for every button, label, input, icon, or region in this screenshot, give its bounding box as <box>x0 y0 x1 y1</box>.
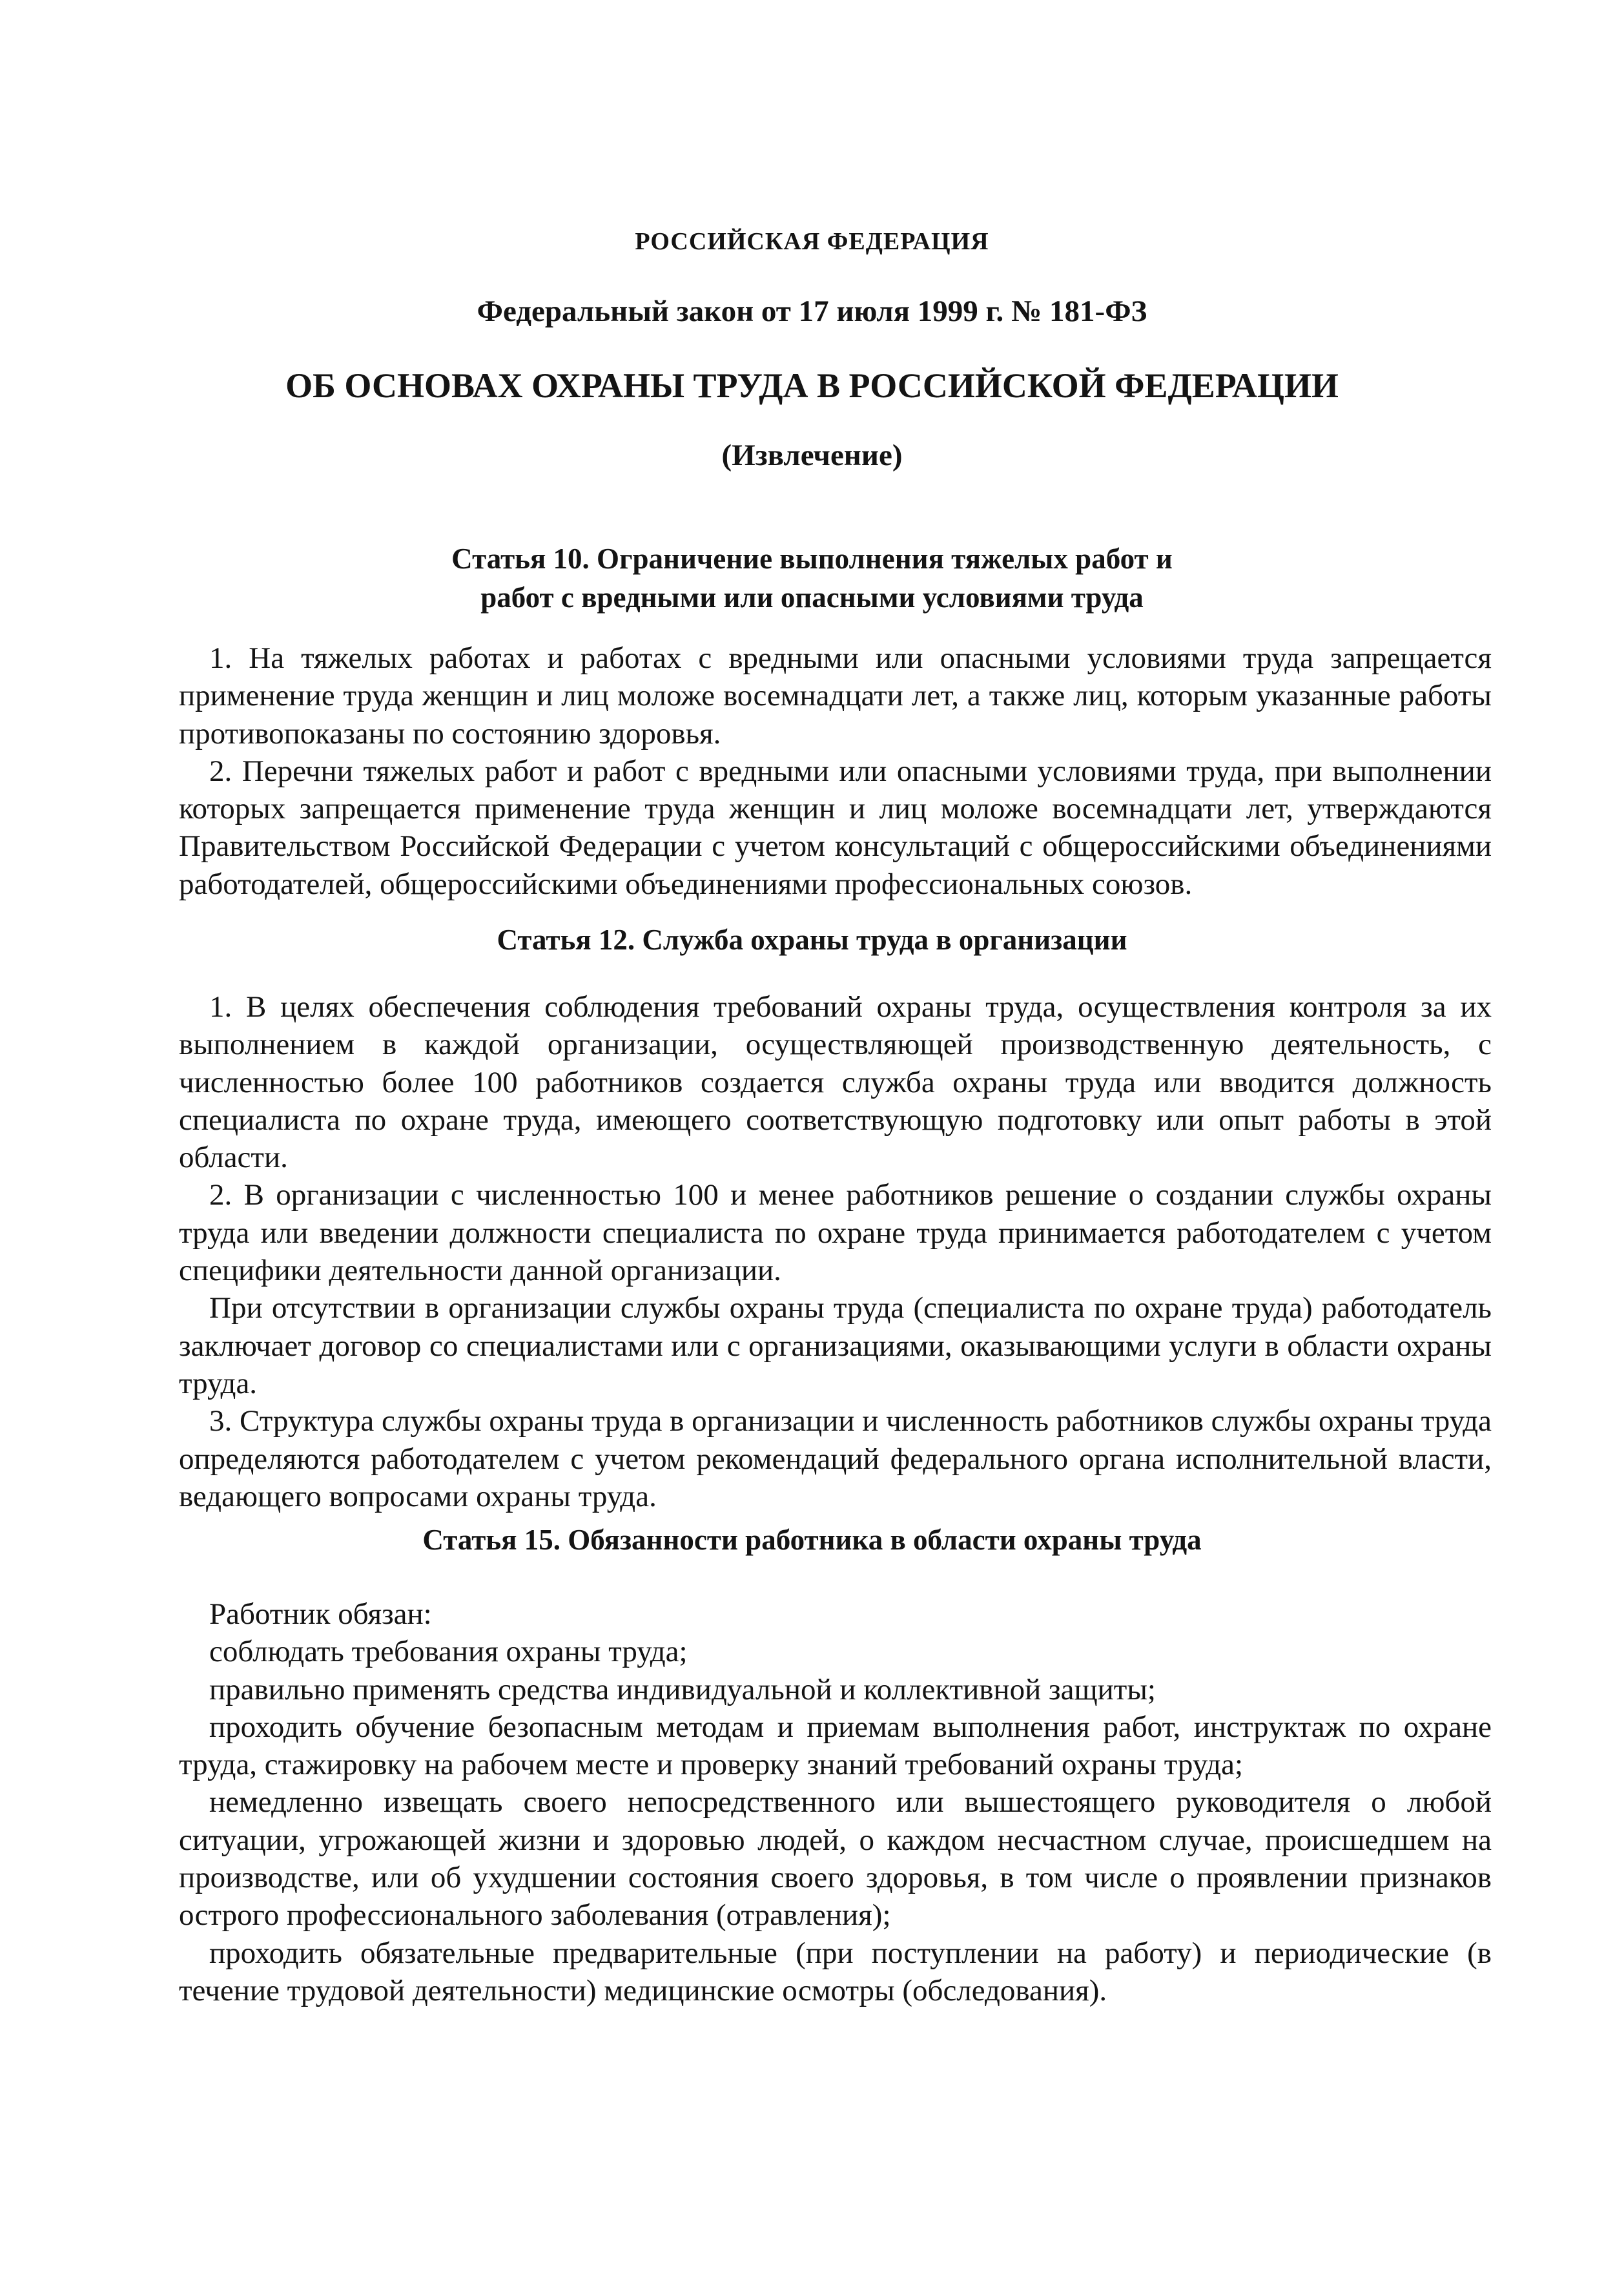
article-15-body <box>179 1595 1492 2009</box>
article-15-intro: Работник обязан: <box>209 1597 432 1631</box>
article-12-paragraph-1: 1. В целях обеспечения соблюдения требований охраны труда, осуществления контроля за их выполнением в каждой организации, осуществляющей производственную деятельность, с численностью более 100 работников создается служба охраны труда или вводится должность специалиста по охране труда, имеющего соответствующую подготовку или опыт работы в этой области. <box>179 990 1492 1175</box>
article-12-heading: Статья 12. Служба охраны труда в организации <box>497 924 1127 956</box>
article-12-body <box>179 988 1492 1515</box>
extract-note: (Извлечение) <box>721 439 903 472</box>
country-heading: РОССИЙСКАЯ ФЕДЕРАЦИЯ <box>635 228 989 255</box>
article-15-duty-3: проходить обучение безопасным методам и приемам выполнения работ, инструктаж по охране труда, стажировку на рабочем месте и проверку знаний требований охраны труда; <box>179 1710 1492 1782</box>
law-title: ОБ ОСНОВАХ ОХРАНЫ ТРУДА В РОССИЙСКОЙ ФЕДЕРАЦИИ <box>285 366 1339 405</box>
law-reference: Федеральный закон от 17 июля 1999 г. № 181-ФЗ <box>477 295 1147 328</box>
article-15-heading: Статья 15. Обязанности работника в области охраны труда <box>422 1524 1202 1556</box>
article-15-duty-5: проходить обязательные предварительные (при поступлении на работу) и периодические (в течение трудовой деятельности) медицинские осмотры (обследования). <box>179 1936 1492 2007</box>
article-12-paragraph-4: 3. Структура службы охраны труда в организации и численность работников службы охраны труда определяются работодателем с учетом рекомендаций федерального органа исполнительной власти, ведающего вопросами охраны труда. <box>179 1404 1492 1513</box>
article-10-heading <box>0 539 1624 617</box>
article-10-paragraph-1: 1. На тяжелых работах и работах с вредными или опасными условиями труда запрещается применение труда женщин и лиц моложе восемнадцати лет, а также лиц, которым указанные работы противопоказаны по состоянию здоровья. <box>179 641 1492 751</box>
article-12-paragraph-3: При отсутствии в организации службы охраны труда (специалиста по охране труда) работодатель заключает договор со специалистами или с организациями, оказывающими услуги в области охраны труда. <box>179 1291 1492 1400</box>
article-15-duty-1: соблюдать требования охраны труда; <box>209 1635 688 1669</box>
article-15-duty-2: правильно применять средства индивидуальной и коллективной защиты; <box>209 1672 1156 1706</box>
article-10-heading-line2: работ с вредными или опасными условиями труда <box>480 581 1144 614</box>
article-10-paragraph-2: 2. Перечни тяжелых работ и работ с вредными или опасными условиями труда, при выполнении которых запрещается применение труда женщин и лиц моложе восемнадцати лет, утверждаются Правительством Российской Федерации с учетом консультаций с общероссийскими объединениями работодателей, общероссийскими объединениями профессиональных союзов. <box>179 754 1492 901</box>
article-12-paragraph-2: 2. В организации с численностью 100 и менее работников решение о создании службы охраны труда или введении должности специалиста по охране труда принимается работодателем с учетом специфики деятельности данной организации. <box>179 1178 1492 1288</box>
article-10-heading-line1: Статья 10. Ограничение выполнения тяжелых работ и <box>451 543 1173 575</box>
article-15-duty-4: немедленно извещать своего непосредственного или вышестоящего руководителя о любой ситуации, угрожающей жизни и здоровью людей, о каждом несчастном случае, происшедшем на производстве, или об ухудшении состояния своего здоровья, в том числе о проявлении признаков острого профессионального заболевания (отравления); <box>179 1785 1492 1933</box>
article-10-body <box>179 639 1492 903</box>
